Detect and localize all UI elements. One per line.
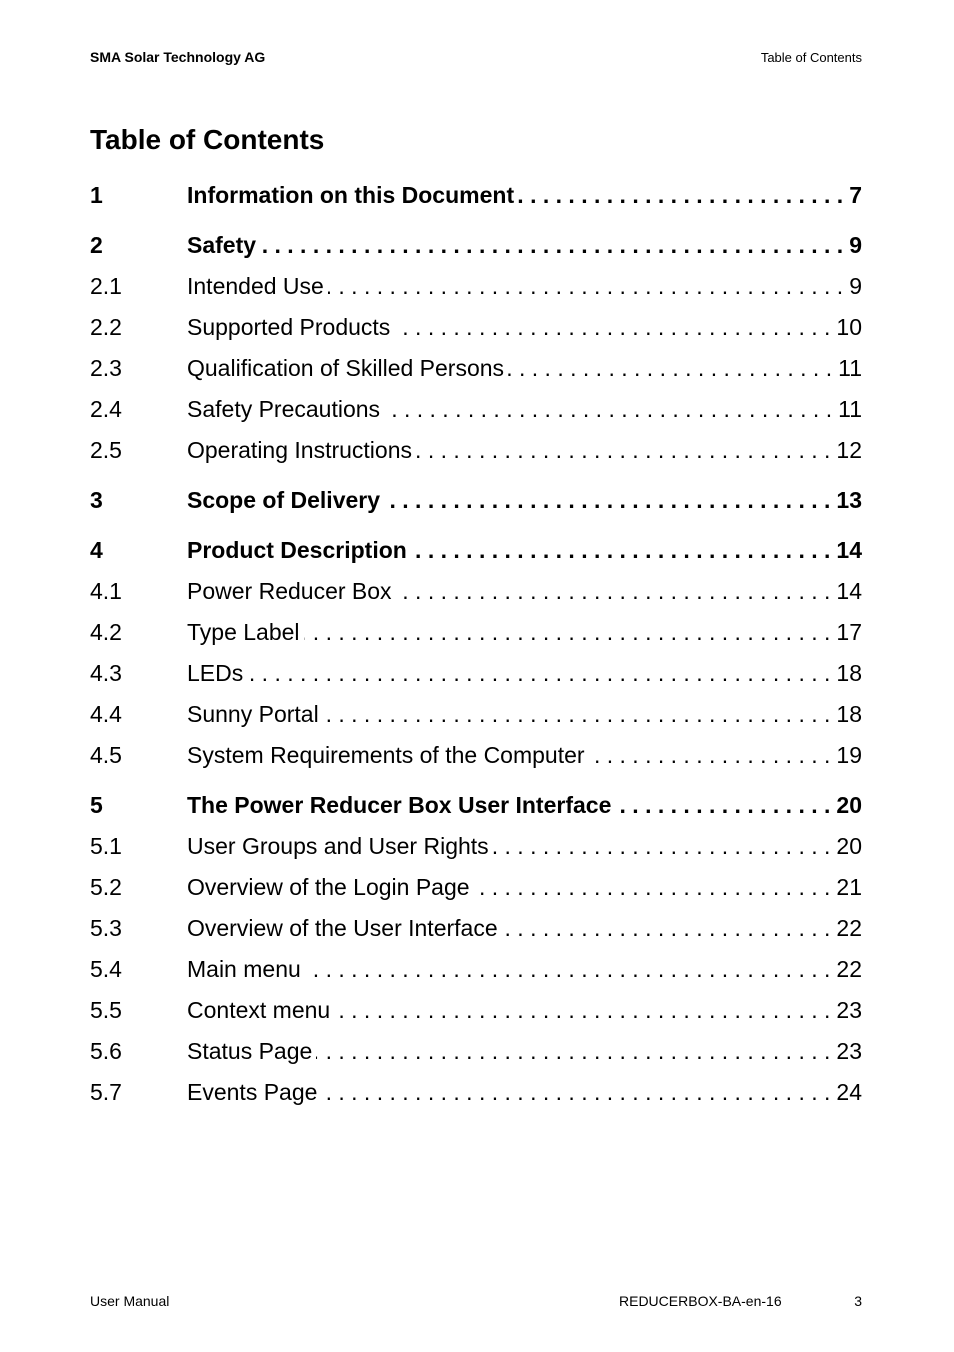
toc-dot-leader — [321, 1072, 830, 1113]
toc-entry-title: Information on this Document — [187, 182, 515, 208]
toc-dot-leader — [305, 949, 831, 990]
toc-entry-number: 4.1 — [90, 578, 122, 604]
toc-entry-page: 23 — [836, 1038, 862, 1064]
toc-chapter-entry[interactable] — [90, 225, 862, 266]
toc-chapter-entry[interactable] — [90, 785, 862, 826]
toc-entry-page: 18 — [836, 660, 862, 686]
toc-entry-number: 4.2 — [90, 619, 122, 645]
toc-entry-number: 4.4 — [90, 701, 122, 727]
toc-entry-title: Scope of Delivery — [187, 487, 381, 513]
header-company: SMA Solar Technology AG — [90, 49, 266, 65]
toc-entry-page: 19 — [836, 742, 862, 768]
toc-entry-page: 18 — [836, 701, 862, 727]
table-of-contents — [90, 175, 862, 1113]
toc-dot-leader — [416, 430, 830, 471]
toc-dot-leader — [384, 480, 830, 521]
toc-entry-number: 2 — [90, 232, 103, 258]
toc-entry-page: 9 — [849, 232, 862, 258]
toc-entry-number: 4.5 — [90, 742, 122, 768]
header-section: Table of Contents — [760, 50, 862, 65]
toc-dot-leader — [334, 990, 830, 1031]
toc-entry-page: 11 — [838, 396, 862, 422]
toc-entry-title: The Power Reducer Box User Interface — [187, 792, 612, 818]
toc-entry-title: Operating Instructions — [187, 437, 413, 463]
toc-entry-page: 14 — [836, 578, 862, 604]
toc-entry-page: 20 — [836, 833, 862, 859]
toc-entry-title: Supported Products — [187, 314, 391, 340]
footer-page-number: 3 — [854, 1293, 862, 1309]
toc-dot-leader — [502, 908, 831, 949]
toc-dot-leader — [411, 530, 831, 571]
toc-section-entry[interactable] — [90, 867, 862, 908]
toc-entry-title: Safety Precautions — [187, 396, 381, 422]
toc-dot-leader — [304, 612, 831, 653]
toc-section-entry[interactable] — [90, 990, 862, 1031]
toc-entry-page: 12 — [836, 437, 862, 463]
toc-dot-leader — [328, 266, 843, 307]
toc-entry-title: LEDs — [187, 660, 244, 686]
page-title: Table of Contents — [90, 124, 325, 155]
toc-section-entry[interactable] — [90, 348, 862, 389]
toc-dot-leader — [323, 694, 831, 735]
toc-entry-number: 5.5 — [90, 997, 122, 1023]
toc-entry-title: Main menu — [187, 956, 301, 982]
toc-entry-title: Status Page — [187, 1038, 313, 1064]
toc-entry-page: 17 — [836, 619, 862, 645]
toc-entry-page: 23 — [836, 997, 862, 1023]
toc-entry-page: 22 — [836, 915, 862, 941]
toc-entry-title: Overview of the User Interface — [187, 915, 498, 941]
toc-section-entry[interactable] — [90, 1072, 862, 1113]
toc-section-entry[interactable] — [90, 694, 862, 735]
toc-section-entry[interactable] — [90, 908, 862, 949]
toc-section-entry[interactable] — [90, 826, 862, 867]
toc-entry-title: System Requirements of the Computer — [187, 742, 585, 768]
toc-dot-leader — [247, 653, 830, 694]
toc-entry-page: 14 — [836, 537, 862, 563]
toc-section-entry[interactable] — [90, 571, 862, 612]
toc-dot-leader — [589, 735, 831, 776]
toc-entry-page: 10 — [836, 314, 862, 340]
toc-entry-page: 20 — [836, 792, 862, 818]
footer-doc-type: User Manual — [90, 1293, 170, 1309]
toc-entry-page: 21 — [836, 874, 862, 900]
toc-section-entry[interactable] — [90, 735, 862, 776]
toc-dot-leader — [508, 348, 832, 389]
toc-entry-number: 5.4 — [90, 956, 122, 982]
toc-entry-title: Context menu — [187, 997, 331, 1023]
toc-section-entry[interactable] — [90, 1031, 862, 1072]
toc-dot-leader — [260, 225, 843, 266]
toc-section-entry[interactable] — [90, 307, 862, 348]
toc-dot-leader — [384, 389, 832, 430]
toc-entry-title: Type Label — [187, 619, 300, 645]
toc-entry-number: 4 — [90, 537, 103, 563]
toc-entry-title: Overview of the Login Page — [187, 874, 470, 900]
toc-section-entry[interactable] — [90, 430, 862, 471]
toc-dot-leader — [493, 826, 831, 867]
toc-entry-page: 11 — [838, 355, 862, 381]
toc-entry-number: 5 — [90, 792, 103, 818]
toc-entry-title: Power Reducer Box — [187, 578, 392, 604]
toc-entry-number: 2.4 — [90, 396, 122, 422]
toc-entry-number: 2.3 — [90, 355, 122, 381]
toc-dot-leader — [396, 571, 831, 612]
toc-dot-leader — [394, 307, 830, 348]
toc-section-entry[interactable] — [90, 653, 862, 694]
toc-chapter-entry[interactable] — [90, 530, 862, 571]
toc-entry-number: 2.2 — [90, 314, 122, 340]
toc-entry-number: 3 — [90, 487, 103, 513]
toc-entry-page: 7 — [849, 182, 862, 208]
toc-section-entry[interactable] — [90, 612, 862, 653]
toc-entry-page: 24 — [836, 1079, 862, 1105]
toc-section-entry[interactable] — [90, 266, 862, 307]
toc-entry-number: 1 — [90, 182, 103, 208]
toc-dot-leader — [474, 867, 831, 908]
toc-entry-number: 5.3 — [90, 915, 122, 941]
footer-doc-code: REDUCERBOX-BA-en-16 — [619, 1293, 782, 1309]
toc-entry-number: 4.3 — [90, 660, 122, 686]
toc-entry-title: User Groups and User Rights — [187, 833, 489, 859]
toc-entry-number: 5.7 — [90, 1079, 122, 1105]
toc-dot-leader — [316, 1031, 830, 1072]
toc-chapter-entry[interactable] — [90, 175, 862, 216]
toc-entry-title: Sunny Portal — [187, 701, 319, 727]
toc-entry-title: Safety — [187, 232, 257, 258]
toc-entry-page: 22 — [836, 956, 862, 982]
toc-entry-title: Product Description — [187, 537, 407, 563]
toc-entry-number: 2.5 — [90, 437, 122, 463]
toc-entry-number: 5.6 — [90, 1038, 122, 1064]
toc-entry-number: 2.1 — [90, 273, 122, 299]
toc-chapter-entry[interactable] — [90, 480, 862, 521]
toc-dot-leader — [518, 175, 843, 216]
toc-section-entry[interactable] — [90, 389, 862, 430]
toc-entry-title: Qualification of Skilled Persons — [187, 355, 505, 381]
toc-entry-page: 9 — [849, 273, 862, 299]
toc-entry-page: 13 — [836, 487, 862, 513]
toc-entry-number: 5.1 — [90, 833, 122, 859]
toc-dot-leader — [615, 785, 830, 826]
toc-section-entry[interactable] — [90, 949, 862, 990]
toc-entry-title: Intended Use — [187, 273, 324, 299]
toc-entry-number: 5.2 — [90, 874, 122, 900]
toc-entry-title: Events Page — [187, 1079, 318, 1105]
